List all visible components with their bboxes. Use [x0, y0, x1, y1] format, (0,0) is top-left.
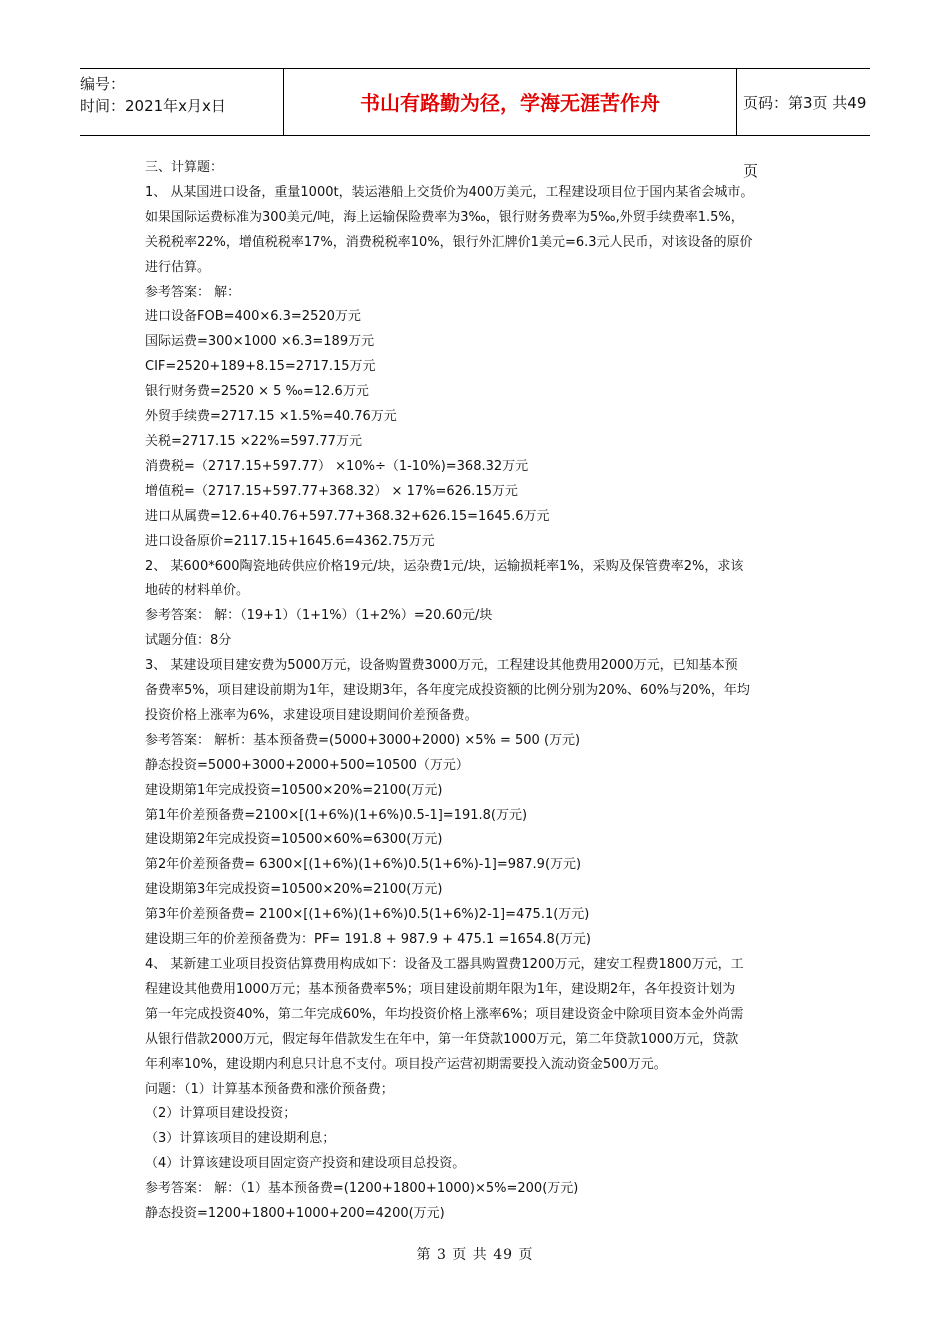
text-line: 进行估算。	[145, 259, 211, 275]
text-line: 消费税=（2717.15+597.77） ×10%÷（1-10%)=368.32万元	[145, 458, 529, 474]
text-line: 三、计算题：	[145, 160, 224, 175]
text-line: 建设期第2年完成投资=10500×60%=6300(万元)	[145, 832, 443, 848]
text-line: 建设期第1年完成投资=10500×20%=2100(万元)	[145, 782, 443, 798]
text-line: 参考答案： 解：（19+1）（1+1%）（1+2%）=20.60元/块	[145, 608, 493, 624]
text-line: 备费率5%，项目建设前期为1年，建设期3年，各年度完成投资额的比例分别为20%、60%与20%，年均	[145, 683, 750, 699]
text-line: 国际运费=300×1000 ×6.3=189万元	[145, 334, 375, 350]
text-line: 外贸手续费=2717.15 ×1.5%=40.76万元	[145, 409, 397, 425]
text-line: 静态投资=5000+3000+2000+500=10500（万元）	[145, 757, 469, 773]
text-line: 第2年价差预备费= 6300×[(1+6%)(1+6%)0.5(1+6%)-1]=987.9(万元)	[145, 857, 582, 873]
text-line: 增值税=（2717.15+597.77+368.32） × 17%=626.15万元	[145, 483, 518, 499]
text-line: 关税税率22%，增值税税率17%，消费税税率10%，银行外汇牌价1美元=6.3元人民币，对该设备的原价	[145, 234, 753, 250]
page-footer: 第 3 页 共 49 页	[416, 1247, 534, 1263]
text-line: 地砖的材料单价。	[145, 583, 250, 599]
text-line: （3）计算该项目的建设期利息；	[145, 1131, 336, 1147]
date-line: 时间：2021年x月x日	[80, 97, 226, 115]
text-line: 3、 某建设项目建安费为5000万元，设备购置费3000万元，工程建设其他费用2000万元，已知基本预	[145, 658, 738, 674]
text-line: 进口从属费=12.6+40.76+597.77+368.32+626.15=1645.6万元	[145, 508, 550, 524]
text-line: CIF=2520+189+8.15=2717.15万元	[145, 359, 376, 375]
text-line: 第1年价差预备费=2100×[(1+6%)(1+6%)0.5-1]=191.8(万元)	[145, 807, 528, 823]
text-line: 进口设备FOB=400×6.3=2520万元	[145, 309, 361, 325]
header-motto: 书山有路勤为径，学海无涯苦作舟	[283, 69, 737, 135]
text-line: 试题分值：8分	[145, 633, 232, 649]
text-line: （4）计算该建设项目固定资产投资和建设项目总投资。	[145, 1156, 466, 1172]
text-line: 第3年价差预备费= 2100×[(1+6%)(1+6%)0.5(1+6%)2-1]=475.1(万元)	[145, 907, 590, 923]
text-line: 参考答案： 解：（1）基本预备费=(1200+1800+1000)×5%=200(万元)	[145, 1181, 579, 1197]
text-line: 参考答案： 解：	[145, 284, 241, 300]
text-line: 关税=2717.15 ×22%=597.77万元	[145, 433, 362, 449]
text-line: 参考答案： 解析：基本预备费=(5000+3000+2000) ×5% = 500 (万元)	[145, 732, 581, 748]
document-body	[145, 156, 815, 1227]
text-line: 静态投资=1200+1800+1000+200=4200(万元)	[145, 1206, 445, 1222]
text-line: 如果国际运费标准为300美元/吨，海上运输保险费率为3‰，银行财务费率为5‰,外贸手续费率1.5%，	[145, 209, 744, 225]
text-line: 第一年完成投资40%，第二年完成60%，年均投资价格上涨率6%；项目建设资金中除项目资本金外尚需	[145, 1006, 744, 1022]
header-page-code: 页码：第3页 共49页	[743, 94, 867, 180]
text-line: 银行财务费=2520 × 5 ‰=12.6万元	[145, 384, 369, 400]
text-line: 从银行借款2000万元，假定每年借款发生在年中，第一年贷款1000万元，第二年贷款1000万元，贷款	[145, 1031, 739, 1047]
text-line: 建设期三年的价差预备费为：PF= 191.8 + 987.9 + 475.1 =1654.8(万元)	[145, 932, 591, 948]
header-meta	[80, 69, 283, 135]
text-line: 年利率10%，建设期内利息只计息不支付。项目投产运营初期需要投入流动资金500万元。	[145, 1056, 667, 1072]
text-line: 建设期第3年完成投资=10500×20%=2100(万元)	[145, 882, 443, 898]
text-line: 进口设备原价=2117.15+1645.6=4362.75万元	[145, 533, 435, 549]
text-line: 程建设其他费用1000万元；基本预备费率5%；项目建设前期年限为1年，建设期2年，各年投资计划为	[145, 981, 736, 997]
doc-number-label: 编号：	[80, 75, 126, 93]
text-line: 2、 某600*600陶瓷地砖供应价格19元/块，运杂费1元/块，运输损耗率1%，采购及保管费率2%，求该	[145, 558, 744, 574]
text-line: 4、 某新建工业项目投资估算费用构成如下：设备及工器具购置费1200万元，建安工程费1800万元，工	[145, 957, 744, 972]
text-line: 1、 从某国进口设备，重量1000t，装运港船上交货价为400万美元，工程建设项目位于国内某省会城市。	[145, 184, 754, 200]
text-line: 问题：（1）计算基本预备费和涨价预备费；	[145, 1081, 394, 1097]
text-line: （2）计算项目建设投资；	[145, 1106, 297, 1122]
text-line: 投资价格上涨率为6%，求建设项目建设期间价差预备费。	[145, 707, 478, 723]
